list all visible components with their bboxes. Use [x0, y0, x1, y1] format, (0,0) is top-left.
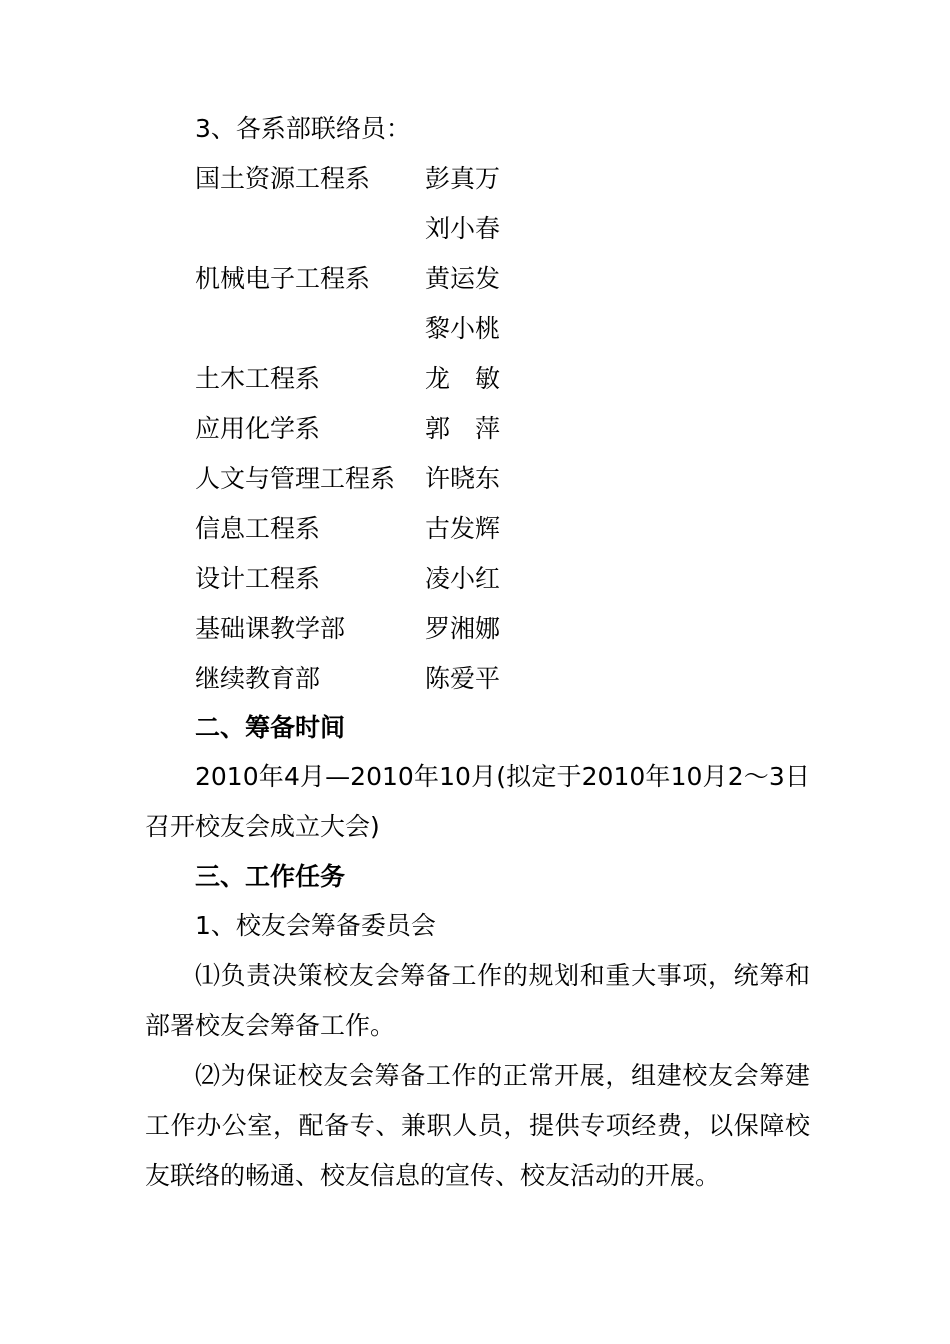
liaison-person: 彭真万: [425, 164, 501, 193]
liaison-person: 许晓东: [425, 464, 501, 493]
department-name: 应用化学系: [195, 414, 321, 443]
department-name: 国土资源工程系: [195, 164, 371, 193]
liaison-person: 黎小桃: [425, 314, 501, 343]
heading-tasks: 三、工作任务: [195, 862, 346, 891]
liaison-person: 郭 萍: [425, 414, 501, 443]
department-name: 继续教育部: [195, 664, 321, 693]
heading-prep-time: 二、筹备时间: [195, 713, 346, 742]
department-name: 设计工程系: [195, 564, 321, 593]
liaison-person: 罗湘娜: [425, 614, 501, 643]
liaison-person: 凌小红: [425, 564, 501, 593]
liaison-person: 龙 敏: [425, 364, 501, 393]
department-name: 信息工程系: [195, 514, 321, 543]
liaison-person: 古发辉: [425, 514, 501, 543]
liaison-person: 刘小春: [425, 214, 501, 243]
section-title-liaisons: 3、各系部联络员：: [195, 114, 411, 143]
department-name: 基础课教学部: [195, 614, 346, 643]
department-name: 土木工程系: [195, 364, 321, 393]
task1-item2-paragraph: ⑵为保证校友会筹备工作的正常开展，组建校友会筹建工作办公室，配备专、兼职人员，提供专项经费，以保障校友联络的畅通、校友信息的宣传、校友活动的开展。: [145, 1061, 810, 1190]
task1-title: 1、校友会筹备委员会: [195, 911, 436, 940]
liaison-person: 黄运发: [425, 264, 501, 293]
department-name: 机械电子工程系: [195, 264, 371, 293]
prep-time-paragraph: 2010年4月—2010年10月(拟定于2010年10月2～3日召开校友会成立大会): [145, 762, 810, 841]
department-name: 人文与管理工程系: [195, 464, 396, 493]
liaison-person: 陈爱平: [425, 664, 501, 693]
task1-item1-paragraph: ⑴负责决策校友会筹备工作的规划和重大事项，统筹和部署校友会筹备工作。: [145, 961, 810, 1040]
